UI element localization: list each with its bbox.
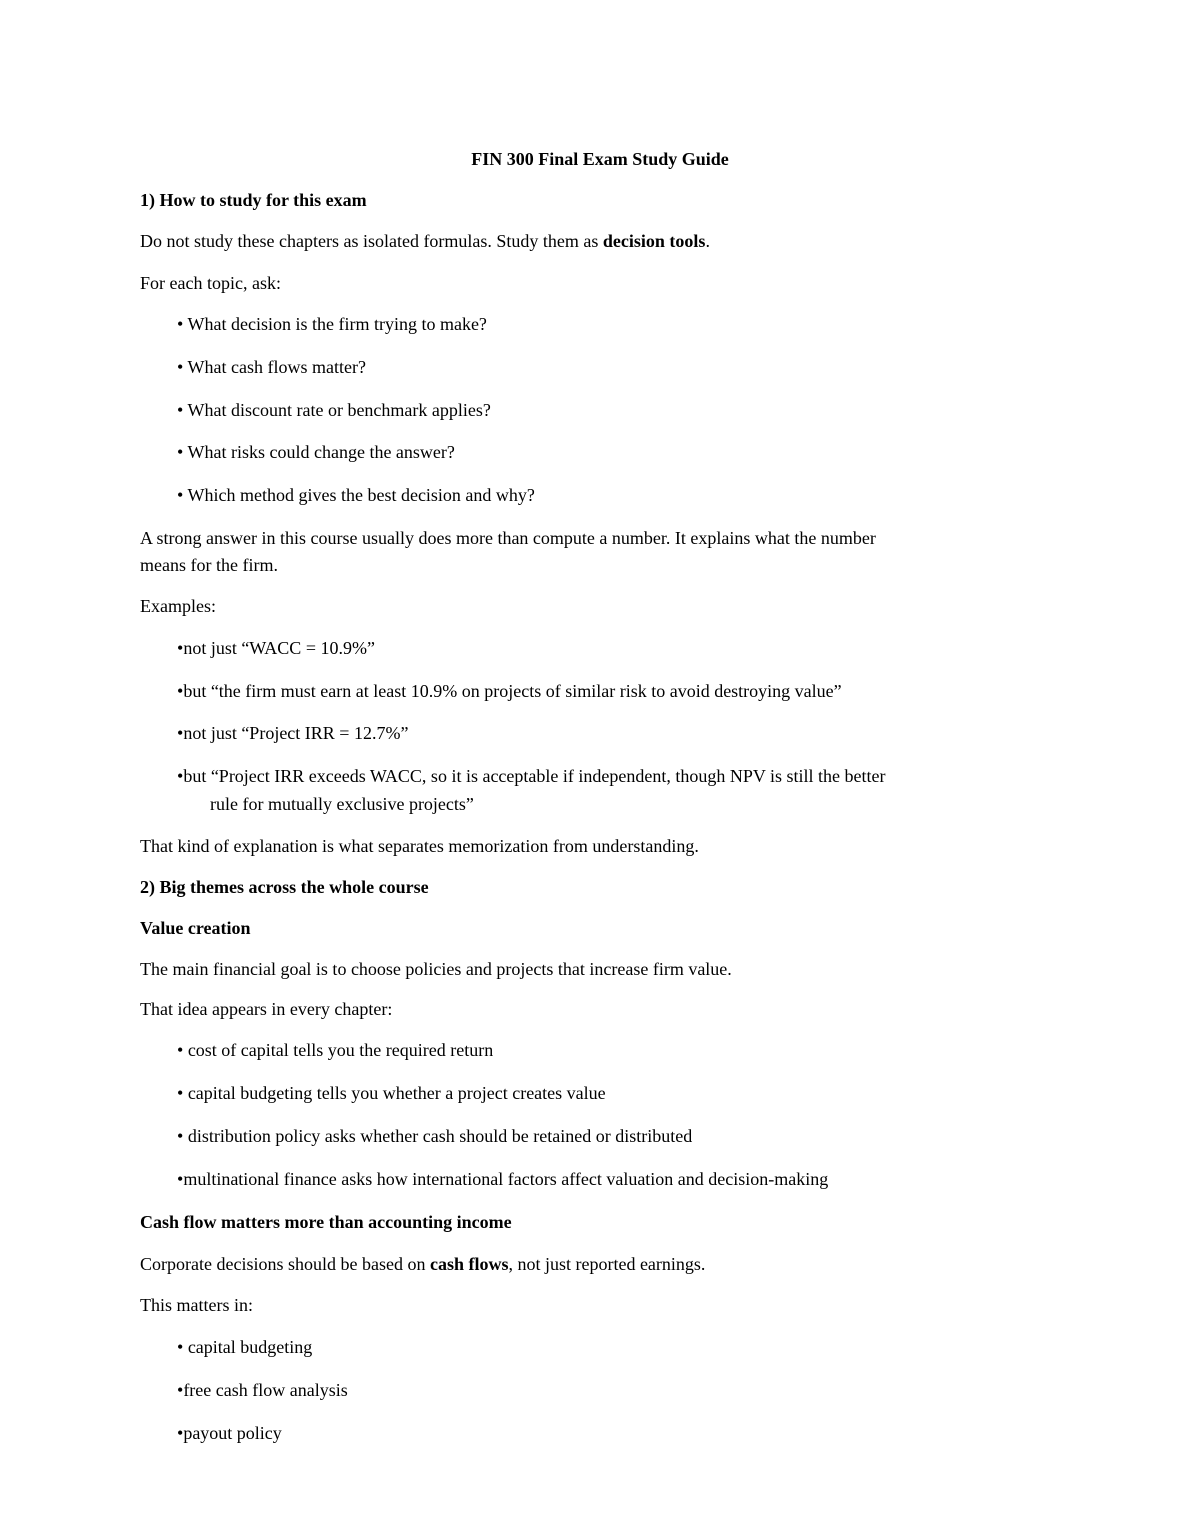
bullet-glyph: • xyxy=(177,1126,184,1146)
list-item xyxy=(177,1123,1087,1149)
list-item-text: but “the firm must earn at least 10.9% on projects of similar risk to avoid destroying value” xyxy=(183,681,842,701)
bullet-glyph: • xyxy=(177,1169,184,1189)
bullet-glyph: • xyxy=(177,1423,184,1443)
list-item xyxy=(177,1420,1087,1446)
list-item-text: payout policy xyxy=(183,1423,282,1443)
bullet-glyph: • xyxy=(177,485,184,505)
bullet-glyph: • xyxy=(177,723,184,743)
list-item xyxy=(177,720,1087,746)
list-item-text: capital budgeting xyxy=(187,1337,313,1357)
intro-bold-text: decision tools xyxy=(602,231,706,251)
intro-end: . xyxy=(705,231,710,251)
list-item-text: What discount rate or benchmark applies? xyxy=(187,400,491,420)
list-item xyxy=(177,1037,1087,1063)
bullet-glyph: • xyxy=(177,1380,184,1400)
bullet-glyph: • xyxy=(177,1083,184,1103)
strong-answer-line-1: A strong answer in this course usually does more than compute a number. It explains what the number xyxy=(140,528,876,548)
section-2-heading: 2) Big themes across the whole course xyxy=(140,877,429,897)
list-item-text: What risks could change the answer? xyxy=(187,442,455,462)
cash-flow-end: , not just reported earnings. xyxy=(508,1254,706,1274)
list-item-text: not just “WACC = 10.9%” xyxy=(183,638,375,658)
ask-label: For each topic, ask: xyxy=(140,273,281,293)
list-item-text: multinational finance asks how international factors affect valuation and decision-making xyxy=(183,1169,829,1189)
list-item xyxy=(177,439,1087,465)
cash-flow-heading: Cash flow matters more than accounting income xyxy=(140,1212,512,1232)
list-item xyxy=(177,678,1087,704)
bullet-glyph: • xyxy=(177,1040,184,1060)
list-item-text: Which method gives the best decision and why? xyxy=(187,485,535,505)
bullet-glyph: • xyxy=(177,442,184,462)
bullet-glyph: • xyxy=(177,357,184,377)
list-item xyxy=(177,1166,1087,1192)
strong-answer-line-2: means for the firm. xyxy=(140,555,278,575)
list-item xyxy=(177,635,1087,661)
list-item-text: capital budgeting tells you whether a project creates value xyxy=(187,1083,606,1103)
bullet-glyph: • xyxy=(177,638,184,658)
appears-label: That idea appears in every chapter: xyxy=(140,999,393,1019)
cash-flow-paragraph xyxy=(140,1251,1050,1277)
cash-flow-bold-text: cash flows xyxy=(429,1254,509,1274)
list-item xyxy=(177,1377,1087,1403)
matters-label: This matters in: xyxy=(140,1295,253,1315)
page-title: FIN 300 Final Exam Study Guide xyxy=(471,149,729,169)
bullet-glyph: • xyxy=(177,681,184,701)
bullet-glyph: • xyxy=(177,766,184,786)
list-item-text: but “Project IRR exceeds WACC, so it is acceptable if independent, though NPV is still the better xyxy=(183,766,886,786)
section-1-heading: 1) How to study for this exam xyxy=(140,190,367,210)
list-item xyxy=(177,311,1087,337)
list-item xyxy=(177,482,1087,508)
list-item-continuation: rule for mutually exclusive projects” xyxy=(210,794,474,814)
cash-flow-text: Corporate decisions should be based on xyxy=(140,1254,430,1274)
list-item-text: distribution policy asks whether cash should be retained or distributed xyxy=(187,1126,693,1146)
list-item-text: not just “Project IRR = 12.7%” xyxy=(183,723,409,743)
list-item-text: cost of capital tells you the required return xyxy=(187,1040,494,1060)
closing-paragraph: That kind of explanation is what separates memorization from understanding. xyxy=(140,836,699,856)
list-item xyxy=(177,354,1087,380)
list-item xyxy=(177,763,1087,789)
list-item xyxy=(177,397,1087,423)
list-item xyxy=(177,1334,1087,1360)
value-creation-text: The main financial goal is to choose policies and projects that increase firm value. xyxy=(140,959,732,979)
intro-paragraph xyxy=(140,228,1050,254)
bullet-glyph: • xyxy=(177,400,184,420)
bullet-glyph: • xyxy=(177,314,184,334)
value-creation-heading: Value creation xyxy=(140,918,251,938)
list-item-text: What decision is the firm trying to make? xyxy=(187,314,487,334)
intro-text: Do not study these chapters as isolated formulas. Study them as xyxy=(140,231,603,251)
examples-label: Examples: xyxy=(140,596,216,616)
list-item-text: free cash flow analysis xyxy=(183,1380,348,1400)
list-item-text: What cash flows matter? xyxy=(187,357,366,377)
bullet-glyph: • xyxy=(177,1337,184,1357)
list-item xyxy=(177,1080,1087,1106)
